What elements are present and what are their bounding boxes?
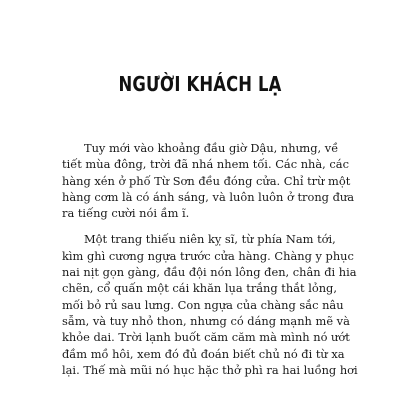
text-line: tiết mùa đông, trời đã nhá nhem tối. Các nhà, các xyxy=(62,157,349,172)
text-line: nai nịt gọn gàng, đầu đội nón lông đen, chân đi hia xyxy=(62,265,357,280)
text-line: chẽn, cổ quấn một cái khăn lụa trắng thắt lỏng, xyxy=(62,281,337,296)
text-line: đầm mồ hôi, xem đó đủ đoán biết chủ nó đi từ xa xyxy=(62,346,345,361)
chapter-body xyxy=(62,140,380,388)
text-line: hàng cơm là có ánh sáng, và luôn luôn ở trong đưa xyxy=(62,189,354,204)
text-line: ra tiếng cười nói ầm ĩ. xyxy=(62,206,190,221)
text-line: lại. Thế mà mũi nó hục hặc thở phì ra hai luồng hơi xyxy=(62,362,358,377)
paragraph-1 xyxy=(62,140,380,221)
text-line: Tuy mới vào khoảng đầu giờ Dậu, nhưng, về xyxy=(84,141,339,155)
text-line: kìm ghì cương ngựa trước cửa hàng. Chàng y phục xyxy=(62,248,354,263)
text-line: hàng xén ở phố Từ Sơn đều đóng cửa. Chỉ trừ một xyxy=(62,173,351,188)
paragraph-2 xyxy=(62,231,380,378)
text-line: Một trang thiếu niên kỵ sĩ, từ phía Nam tới, xyxy=(84,232,336,247)
chapter-title: NGƯỜI KHÁCH LẠ xyxy=(118,72,282,96)
text-line: khỏe dai. Trời lạnh buốt căm căm mà mình nó ướt xyxy=(62,330,350,345)
text-line: mối bỏ rủ sau lưng. Con ngựa của chàng sắc nâu xyxy=(62,297,344,312)
text-line: sẫm, và tuy nhỏ thon, nhưng có dáng mạnh mẽ và xyxy=(62,313,350,328)
